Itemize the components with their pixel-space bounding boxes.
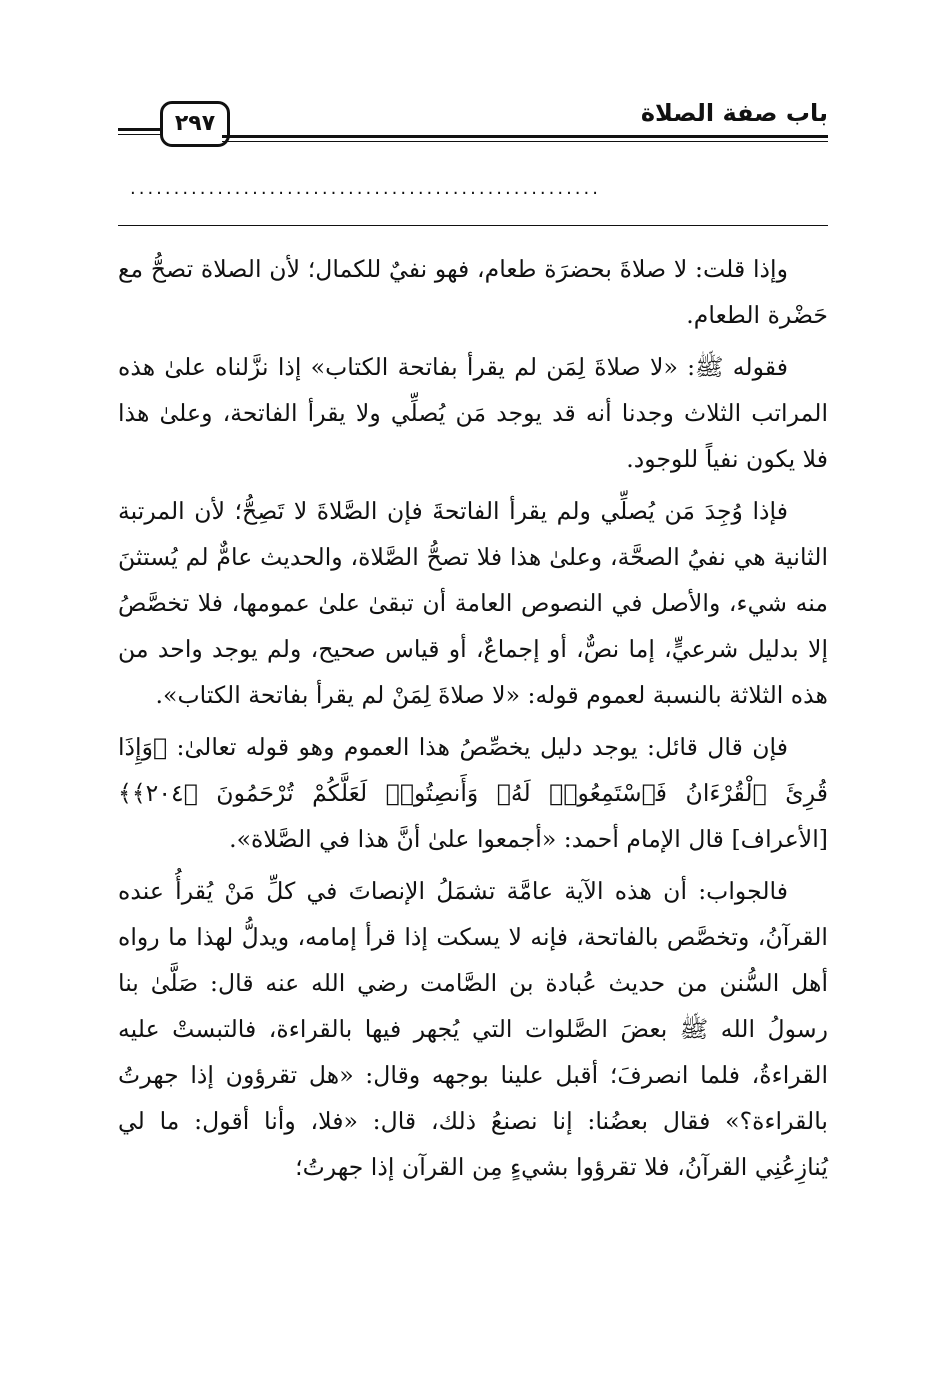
page-header — [118, 95, 828, 155]
footnote-dots: ...................................................... — [130, 178, 601, 199]
chapter-title: باب صفة الصلاة — [640, 99, 828, 127]
paragraph: فقوله ﷺ: «لا صلاةَ لِمَن لم يقرأ بفاتحة الكتاب» إذا نزَّلناه علىٰ هذه المراتب الثلاث وجدنا أنه قد يوجد مَن يُصلِّي ولا يقرأ الفاتحة، وعلىٰ هذا فلا يكون نفياً للوجود. — [118, 353, 828, 473]
content-divider — [118, 225, 828, 226]
header-rule — [222, 135, 828, 142]
page-number: ٢٩٧ — [160, 101, 230, 147]
paragraph: فالجواب: أن هذه الآية عامَّة تشمَلُ الإنصاتَ في كلِّ مَنْ يُقرأُ عنده القرآنُ، وتخصَّص بالفاتحة، فإنه لا يسكت إذا قرأ إمامه، ويدلُّ لهذا ما رواه أهل السُّنن من حديث عُبادة بن الصَّامت رضي الله عنه قال: صَلَّىٰ بنا رسولُ الله ﷺ بعضَ الصَّلوات التي يُجهر فيها بالقراءة، فالتبستْ عليه القراءةُ، فلما انصرفَ؛ أقبل علينا بوجهه وقال: «هل تقرؤون إذا جهرتُ بالقراءة؟» فقال بعضُنا: إنا نصنعُ ذلك، قال: «فلا، وأنا أقول: ما لي يُنازِعُنِي القرآنُ، فلا تقرؤوا بشيءٍ مِن القرآن إذا جهرتُ؛ — [118, 877, 828, 1181]
paragraph: وإذا قلت: لا صلاةَ بحضرَة طعام، فهو نفيٌ للكمال؛ لأن الصلاة تصحُّ مع حَضْرة الطعام. — [118, 255, 828, 329]
paragraph: فإن قال قائل: يوجد دليل يخصِّصُ هذا العموم وهو قوله تعالىٰ: ﴿وَإِذَا قُرِئَ ٱلْقُرْءَانُ فَٱسْتَمِعُوا۟ لَهُۥ وَأَنصِتُوا۟ لَعَلَّكُمْ تُرْحَمُونَ ﴿٢٠٤﴾﴾ [الأعراف] قال الإمام أحمد: «أجمعوا علىٰ أنَّ هذا في الصَّلاة». — [118, 733, 828, 853]
body-text — [118, 246, 828, 1190]
paragraph: فإذا وُجِدَ مَن يُصلِّي ولم يقرأ الفاتحةَ فإن الصَّلاةَ لا تَصِحُّ؛ لأن المرتبة الثانية هي نفيُ الصحَّة، وعلىٰ هذا فلا تصحُّ الصَّلاة، والحديث عامٌّ لم يُستثنَ منه شيء، والأصل في النصوص العامة أن تبقىٰ علىٰ عمومها، فلا تخصَّصُ إلا بدليل شرعيٍّ، إما نصٌّ، أو إجماعٌ، أو قياس صحيح، ولم يوجد واحد من هذه الثلاثة بالنسبة لعموم قوله: «لا صلاةَ لِمَنْ لم يقرأ بفاتحة الكتاب». — [118, 497, 828, 709]
header-rule-left — [118, 128, 162, 135]
